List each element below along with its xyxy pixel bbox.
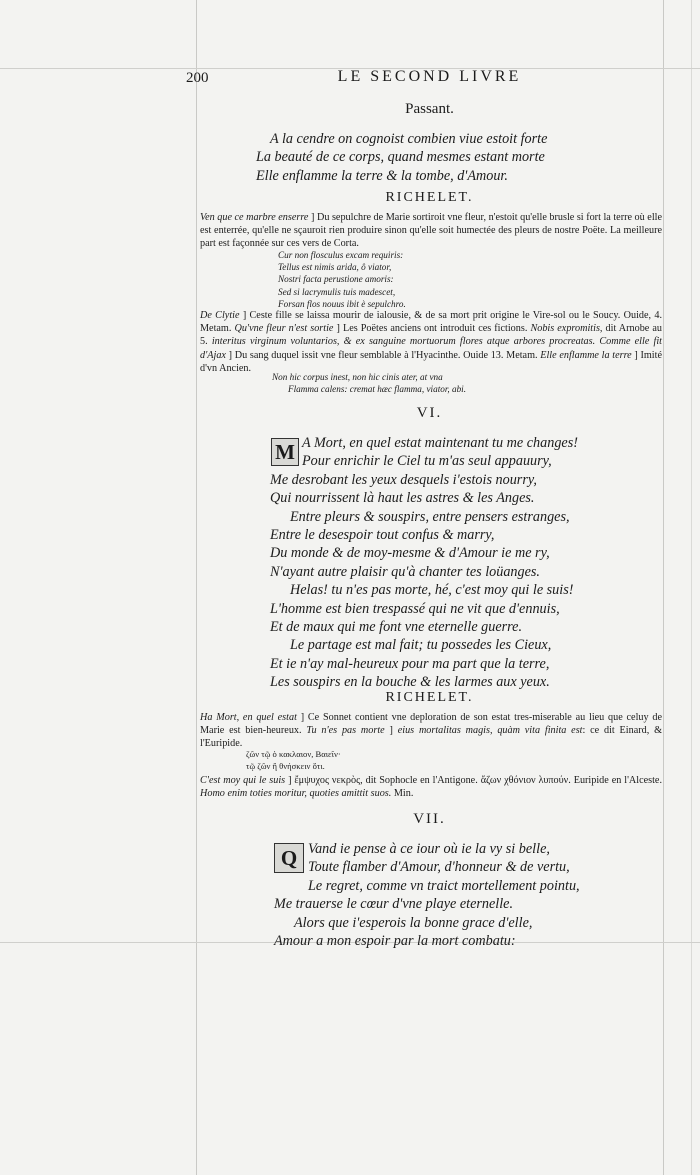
commentary-text: dit Arnobe au 5. (200, 323, 663, 348)
latin-line: Non hic corpus inest, non hic cinis ater, at vna (272, 372, 443, 382)
verse-line: Entre le desespoir tout confus & marry, (270, 526, 495, 543)
verse-line: Le partage est mal fait; tu possedes les Cieux, (290, 637, 552, 654)
verse-line: Toute flamber d'Amour, d'honneur & de vertu, (308, 859, 570, 876)
lemma: Elle enflamme la terre (540, 349, 632, 361)
verse-line: Pour enrichir le Ciel tu m'as seul appauury, (302, 453, 552, 470)
latin-line: Tellus est nimis arida, ô viator, (278, 262, 392, 273)
commentary-paragraph (200, 774, 662, 800)
commentary-paragraph (200, 309, 662, 375)
sonnet-vii-verse (274, 840, 580, 950)
verse-line: Entre pleurs & souspirs, entre pensers estranges, (290, 508, 570, 525)
commentary-heading: RICHELET. (385, 190, 474, 205)
commentary-text: ] Les Poëtes anciens ont introduit ces fictions. (336, 323, 528, 335)
commentary-text: ] (389, 725, 393, 737)
commentary-text: ] Du sang duquel issit vne fleur semblable à l'Hyacinthe. Ouide 13. Metam. (228, 349, 538, 361)
verse-line: Me trauerse le cœur d'vne playe eternelle. (274, 896, 514, 913)
latin-line: Cur non flosculus excam requiris: (278, 250, 404, 260)
verse-line: Amour a mon espoir par la mort combatu: (274, 932, 516, 949)
page-number: 200 (186, 70, 209, 86)
verse-line: A la cendre on cognoist combien viue estoit forte (270, 131, 548, 147)
lemma: Ven que ce marbre enserre (200, 212, 309, 223)
commentary-text: ] Ce Sonnet contient vne deploration de son estat tres-miserable au lieu que celuy de Marie est bien-heureux. (200, 712, 662, 737)
verse-line: Helas! tu n'es pas morte, hé, c'est moy qui le suis! (290, 582, 574, 599)
greek-inline: ἄζων χθόνιον λυπούν. (480, 775, 571, 786)
scan-fold-line-right (663, 0, 664, 1175)
commentary-text: ] Du sepulchre de Marie sortiroit vne fleur, n'estoit qu'elle brusle si fort la terre où elle est enterrée, qu'elle ne sçauroit rien produire sinon qu'elle soit humectée des pleurs de nostre Poëte. La meilleure part est façonnée sur ces vers de Corta. (200, 212, 662, 250)
verse-line: Et ie n'ay mal-heureux pour ma part que la terre, (270, 655, 550, 672)
latin-line: Nostri facta perustione amoris: (278, 274, 394, 285)
latin-inline: Homo enim toties moritur, quoties amittit suos. (200, 788, 392, 800)
verse-line: Me desrobant les yeux desquels i'estois nourry, (270, 471, 537, 488)
lemma: De Clytie (200, 310, 240, 321)
commentary-text: Euripide en l'Alceste. (573, 775, 663, 786)
verse-line: Et de maux qui me font vne eternelle guerre. (270, 618, 523, 635)
lemma: C'est moy qui le suis (200, 775, 286, 786)
lemma: Tu n'es pas morte (306, 725, 385, 737)
verse-line: La beauté de ce corps, quand mesmes estant morte (256, 149, 545, 166)
greek-line: ζῶν τῷ ὁ κακλαιον, Βαιεῖν· (246, 749, 341, 759)
verse-line: Alors que i'esperois la bonne grace d'elle, (294, 914, 533, 931)
latin-inline: eius mortalitas magis, quàm vita finita est (397, 725, 583, 737)
commentary-text: Min. (393, 788, 414, 800)
latin-quotation (278, 249, 406, 310)
sonnet-number: VI. (416, 405, 443, 421)
verse-line: Vand ie pense à ce iour où ie la vy si belle, (308, 841, 550, 857)
verse-line: A Mort, en quel estat maintenant tu me changes! (302, 435, 578, 451)
scan-page-edge (691, 0, 692, 1175)
dropcap: Q (274, 843, 304, 873)
latin-inline: interitus virginum voluntarios, & ex sanguine mortuorum flores atque arbores procreatas. (211, 336, 596, 348)
verse-line: Elle enflamme la terre & la tombe, d'Amour. (256, 167, 508, 184)
greek-inline: ] ἔμψυχος νεκρὸς, (288, 775, 363, 786)
scan-fold-line-left (196, 0, 197, 1175)
latin-quotation (272, 371, 466, 395)
greek-line: τῷ ζῶν ἢ θνήσκειν ὅτι. (246, 761, 325, 772)
lemma: Qu'vne fleur n'est sortie (234, 323, 334, 335)
verse-line: Qui nourrissent là haut les astres & les Anges. (270, 490, 535, 507)
lemma: Ha Mort, en quel estat (200, 712, 297, 723)
running-title: LE SECOND LIVRE (337, 68, 522, 85)
commentary-paragraph (200, 211, 662, 251)
lemma: Comme elle fit d'Ajax (200, 336, 663, 361)
commentary-heading: RICHELET. (385, 690, 474, 705)
epitaph-speaker: Passant. (405, 101, 454, 117)
verse-line: Le regret, comme vn traict mortellement pointu, (308, 877, 580, 894)
sonnet-number: VII. (413, 811, 446, 827)
commentary-text: ] Ceste fille se laissa mourir de ialousie, & de sa mort prit origine le Vire-sol ou le Soucy. Ouide, 4. Metam. (200, 310, 663, 335)
latin-inline: Nobis expromitis, (530, 323, 603, 335)
commentary-text: : ce dit Einard, & l'Euripide. (200, 725, 662, 750)
commentary-text: ] Imité d'vn Ancien. (200, 349, 662, 374)
verse-line: L'homme est bien trespassé qui ne vit que d'ennuis, (270, 600, 560, 617)
latin-line: Flamma calens: cremat hæc flamma, viator, abi. (288, 384, 467, 395)
verse-line: Du monde & de moy-mesme & d'Amour ie me ry, (270, 545, 550, 562)
greek-quotation (246, 748, 341, 772)
epitaph-verse (256, 130, 547, 185)
commentary-paragraph (200, 711, 662, 751)
verse-line: N'ayant autre plaisir qu'à chanter tes loüanges. (270, 563, 540, 580)
latin-line: Sed si lacrymulis tuis madescet, (278, 286, 396, 297)
dropcap: M (271, 438, 299, 466)
sonnet-vi-verse (270, 434, 578, 691)
verse-line: Les souspirs en la bouche & les larmes aux yeux. (270, 674, 550, 691)
latin-line: Forsan flos nouus ibit è sepulchro. (278, 298, 406, 309)
commentary-text: dit Sophocle en l'Antigone. (365, 775, 478, 786)
